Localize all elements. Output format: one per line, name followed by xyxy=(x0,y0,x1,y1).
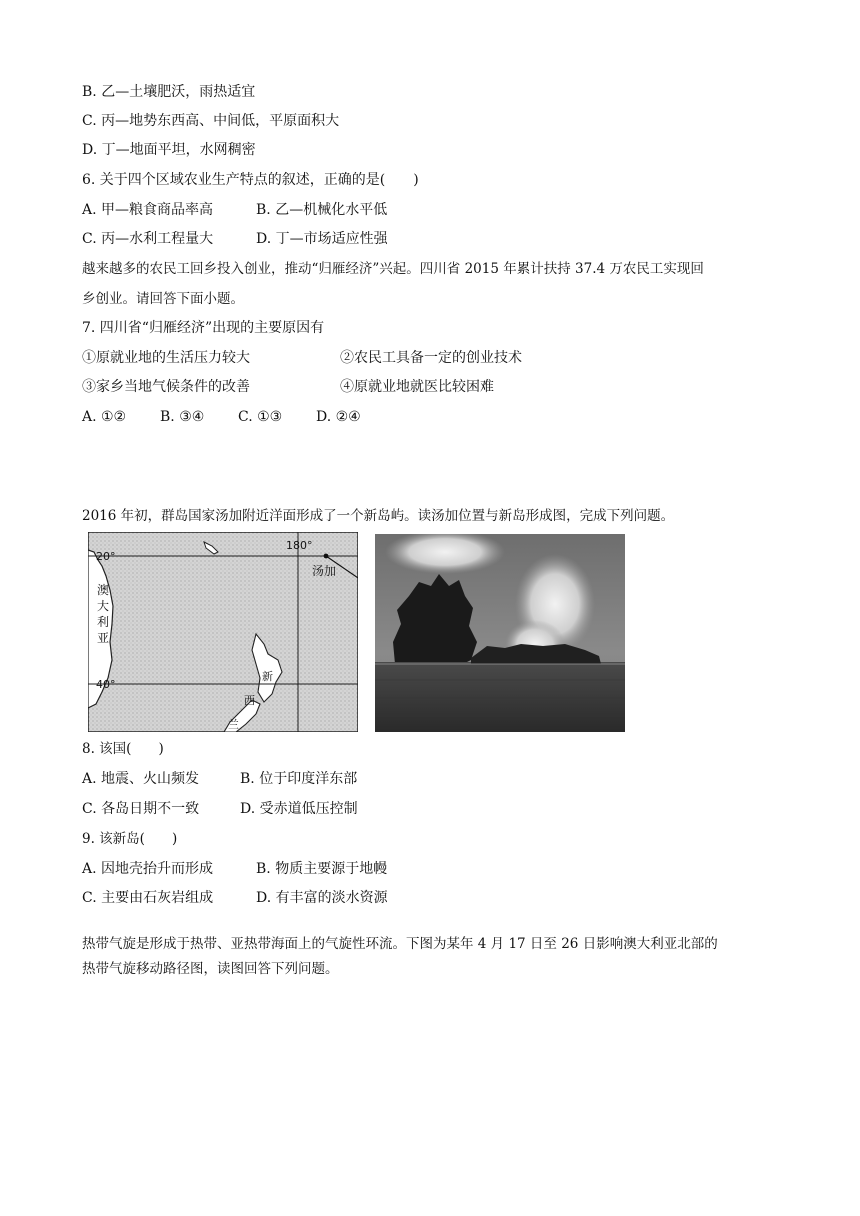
q6-option-c: C. 丙—水利工程量大 xyxy=(82,231,214,247)
q9-options-row2 xyxy=(82,889,388,907)
passage3-line1: 2016 年初，群岛国家汤加附近洋面形成了一个新岛屿。读汤加位置与新岛形成图，完成下列问题。 xyxy=(82,508,675,524)
tonga-location-map xyxy=(88,532,358,732)
q8-option-b: B. 位于印度洋东部 xyxy=(240,771,358,787)
q5-option-d: D. 丁—地面平坦，水网稠密 xyxy=(82,142,256,158)
q9-stem: 9. 该新岛( ) xyxy=(82,831,178,847)
passage2-line2: 乡创业。请回答下面小题。 xyxy=(82,291,244,307)
q7-option-b: B. ③④ xyxy=(160,409,205,425)
q8-option-c: C. 各岛日期不一致 xyxy=(82,801,200,817)
q6-option-b: B. 乙—机械化水平低 xyxy=(256,202,388,218)
q8-stem: 8. 该国( ) xyxy=(82,741,164,757)
nz-south-label: 西 xyxy=(244,694,255,707)
australia-label-3: 利 xyxy=(97,615,110,629)
passage2-line1: 越来越多的农民工回乡投入创业，推动“归雁经济”兴起。四川省 2015 年累计扶持 37.4 万农民工实现回 xyxy=(82,261,704,277)
q7-option-d: D. ②④ xyxy=(316,409,361,425)
lon-180-label: 180° xyxy=(286,539,313,552)
lat-20-label: 20° xyxy=(96,550,116,563)
q6-option-a: A. 甲—粮食商品率高 xyxy=(82,202,214,218)
lat-40-label: 40° xyxy=(96,678,116,691)
tonga-label: 汤加 xyxy=(312,564,337,578)
new-island-photo xyxy=(375,534,625,732)
australia-label-4: 亚 xyxy=(97,631,110,645)
q8-options-row2 xyxy=(82,800,358,818)
q9-option-c: C. 主要由石灰岩组成 xyxy=(82,890,214,906)
q7-item-3: ③家乡当地气候条件的改善 xyxy=(82,379,250,395)
q7-option-c: C. ①③ xyxy=(238,409,283,425)
australia-label-1: 澳 xyxy=(97,583,110,597)
australia-label-2: 大 xyxy=(97,599,110,613)
q5-option-c: C. 丙—地势东西高、中间低，平原面积大 xyxy=(82,113,340,129)
q7-item-1: ①原就业地的生活压力较大 xyxy=(82,350,250,366)
q7-items-row2 xyxy=(82,378,494,396)
q9-option-a: A. 因地壳抬升而形成 xyxy=(82,861,214,877)
q5-option-b: B. 乙—土壤肥沃，雨热适宜 xyxy=(82,84,256,100)
q7-stem: 7. 四川省“归雁经济”出现的主要原因有 xyxy=(82,320,325,336)
q6-options-row1 xyxy=(82,201,387,219)
q7-options xyxy=(82,408,361,426)
passage4-line2: 热带气旋移动路径图，读图回答下列问题。 xyxy=(82,961,339,977)
q6-stem: 6. 关于四个区域农业生产特点的叙述，正确的是( ) xyxy=(82,172,419,188)
passage4-line1: 热带气旋是形成于热带、亚热带海面上的气旋性环流。下图为某年 4 月 17 日至 26 日影响澳大利亚北部的 xyxy=(82,936,718,952)
q9-options-row1 xyxy=(82,860,387,878)
q8-option-d: D. 受赤道低压控制 xyxy=(240,801,358,817)
q8-options-row1 xyxy=(82,770,357,788)
tonga-figure xyxy=(88,532,628,732)
q6-option-d: D. 丁—市场适应性强 xyxy=(256,231,388,247)
q7-item-4: ④原就业地就医比较困难 xyxy=(340,379,494,395)
nz-south-label-2: 兰 xyxy=(228,718,239,731)
q7-option-a: A. ①② xyxy=(82,409,127,425)
q9-option-b: B. 物质主要源于地幔 xyxy=(256,861,388,877)
q7-item-2: ②农民工具备一定的创业技术 xyxy=(340,350,522,366)
q7-items-row1 xyxy=(82,349,522,367)
q9-option-d: D. 有丰富的淡水资源 xyxy=(256,890,388,906)
q6-options-row2 xyxy=(82,230,388,248)
q8-option-a: A. 地震、火山频发 xyxy=(82,771,200,787)
nz-north-label: 新 xyxy=(262,670,273,683)
